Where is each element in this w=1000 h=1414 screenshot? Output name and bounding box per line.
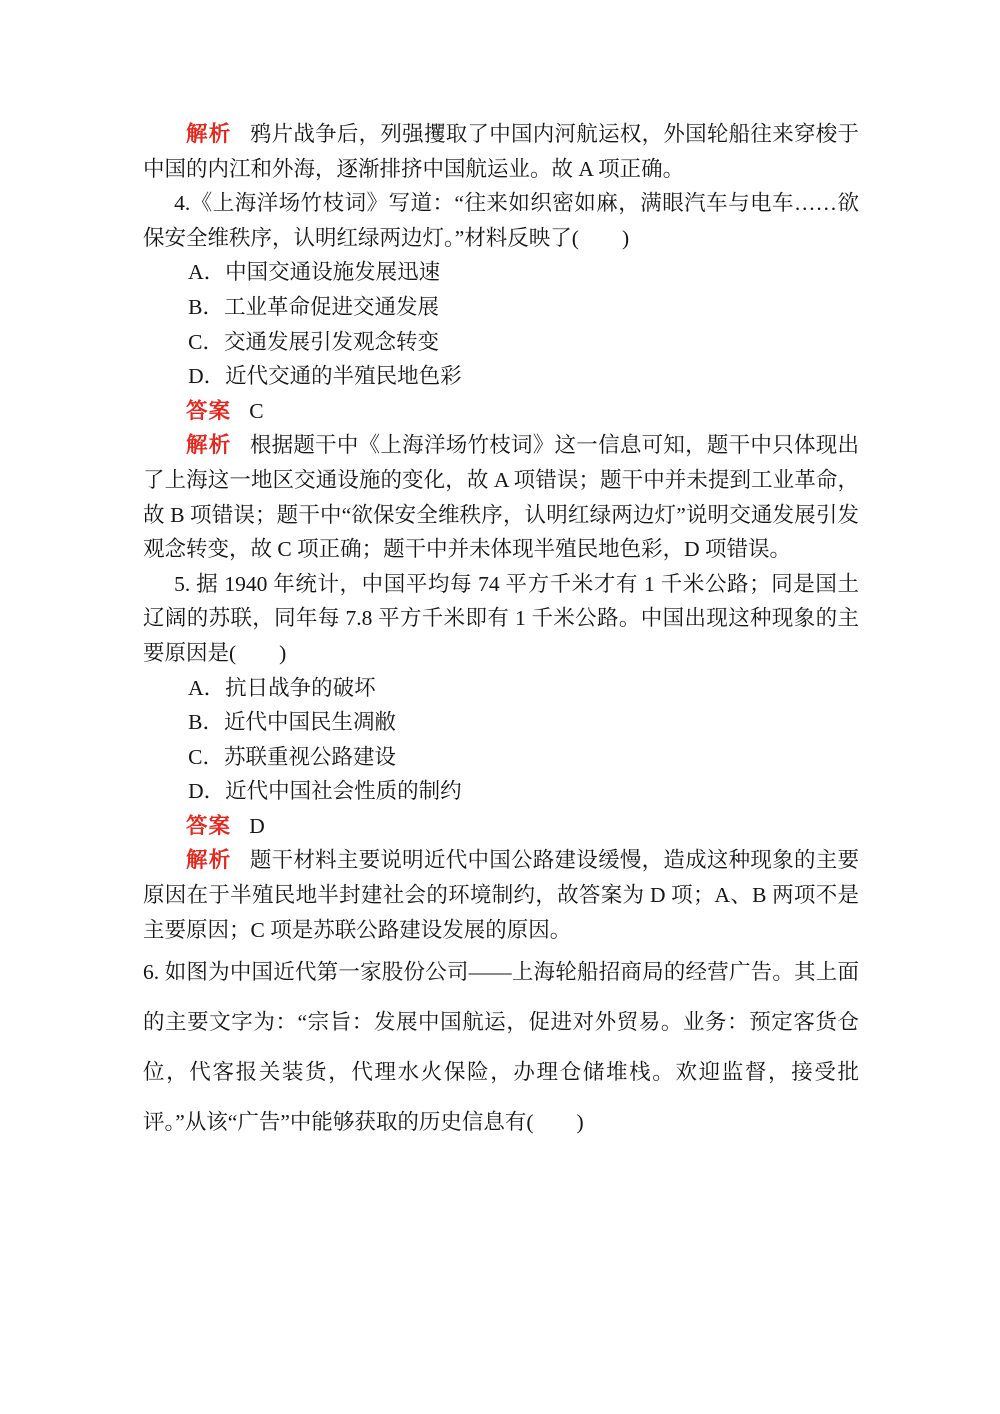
question-5-stem: 5. 据 1940 年统计，中国平均每 74 平方千米才有 1 千米公路；同是国土辽阔的苏联，同年每 7.8 平方千米即有 1 千米公路。中国出现这种现象的主要原因是( )	[143, 571, 859, 665]
question-5-answer-line	[143, 809, 859, 844]
question-5-answer-value: D	[249, 813, 266, 838]
question-4-option-b: B．工业革命促进交通发展	[188, 294, 439, 319]
question-5-analysis-paragraph	[143, 843, 859, 947]
analysis-label: 解析	[186, 433, 232, 458]
question-4-stem: 4.《上海洋场竹枝词》写道：“往来如织密如麻，满眼汽车与电车……欲保安全维秩序，认明红绿两边灯。”材料反映了( )	[143, 191, 859, 250]
question-5-analysis-text: 题干材料主要说明近代中国公路建设缓慢，造成这种现象的主要原因在于半殖民地半封建社会的环境制约，故答案为 D 项；A、B 两项不是主要原因；C 项是苏联公路建设发展的原因。	[143, 848, 859, 942]
question-4-answer-line	[143, 394, 859, 429]
question-5-option-c: C．苏联重视公路建设	[188, 744, 396, 769]
question-6-stem: 6. 如图为中国近代第一家股份公司——上海轮船招商局的经营广告。其上面的主要文字为：“宗旨：发展中国航运，促进对外贸易。业务：预定客货仓位，代客报关装货，代理水火保险，办理仓储堆栈。欢迎监督，接受批评。”从该“广告”中能够获取的历史信息有( )	[143, 960, 859, 1135]
analysis-label: 解析	[186, 122, 232, 146]
question-5-option-d: D．近代中国社会性质的制约	[188, 779, 462, 804]
question-4-option-a: A．中国交通设施发展迅速	[188, 260, 441, 285]
document-content	[143, 117, 859, 1147]
question-4-analysis-text: 根据题干中《上海洋场竹枝词》这一信息可知，题干中只体现出了上海这一地区交通设施的变化，故 A 项错误；题干中并未提到工业革命，故 B 项错误；题干中“欲保安全维秩序，认明红绿两边灯”说明交通发展引发观念转变，故 C 项正确；题干中并未体现半殖民地色彩，D 项错误。	[143, 433, 859, 562]
analysis-label: 解析	[186, 848, 232, 873]
question-5-option-a: A．抗日战争的破坏	[188, 675, 376, 700]
question-4-answer-value: C	[249, 398, 265, 423]
question-4-option-d: D．近代交通的半殖民地色彩	[188, 364, 462, 389]
answer-label: 答案	[186, 813, 232, 838]
question-3-analysis-paragraph	[143, 117, 859, 186]
question-3-analysis-text: 鸦片战争后，列强攫取了中国内河航运权，外国轮船往来穿梭于中国的内江和外海，逐渐排挤中国航运业。故 A 项正确。	[143, 122, 859, 181]
answer-label: 答案	[186, 398, 232, 423]
question-5-option-b: B．近代中国民生凋敝	[188, 710, 396, 735]
question-4-option-c: C．交通发展引发观念转变	[188, 329, 439, 354]
question-4-analysis-paragraph	[143, 428, 859, 566]
